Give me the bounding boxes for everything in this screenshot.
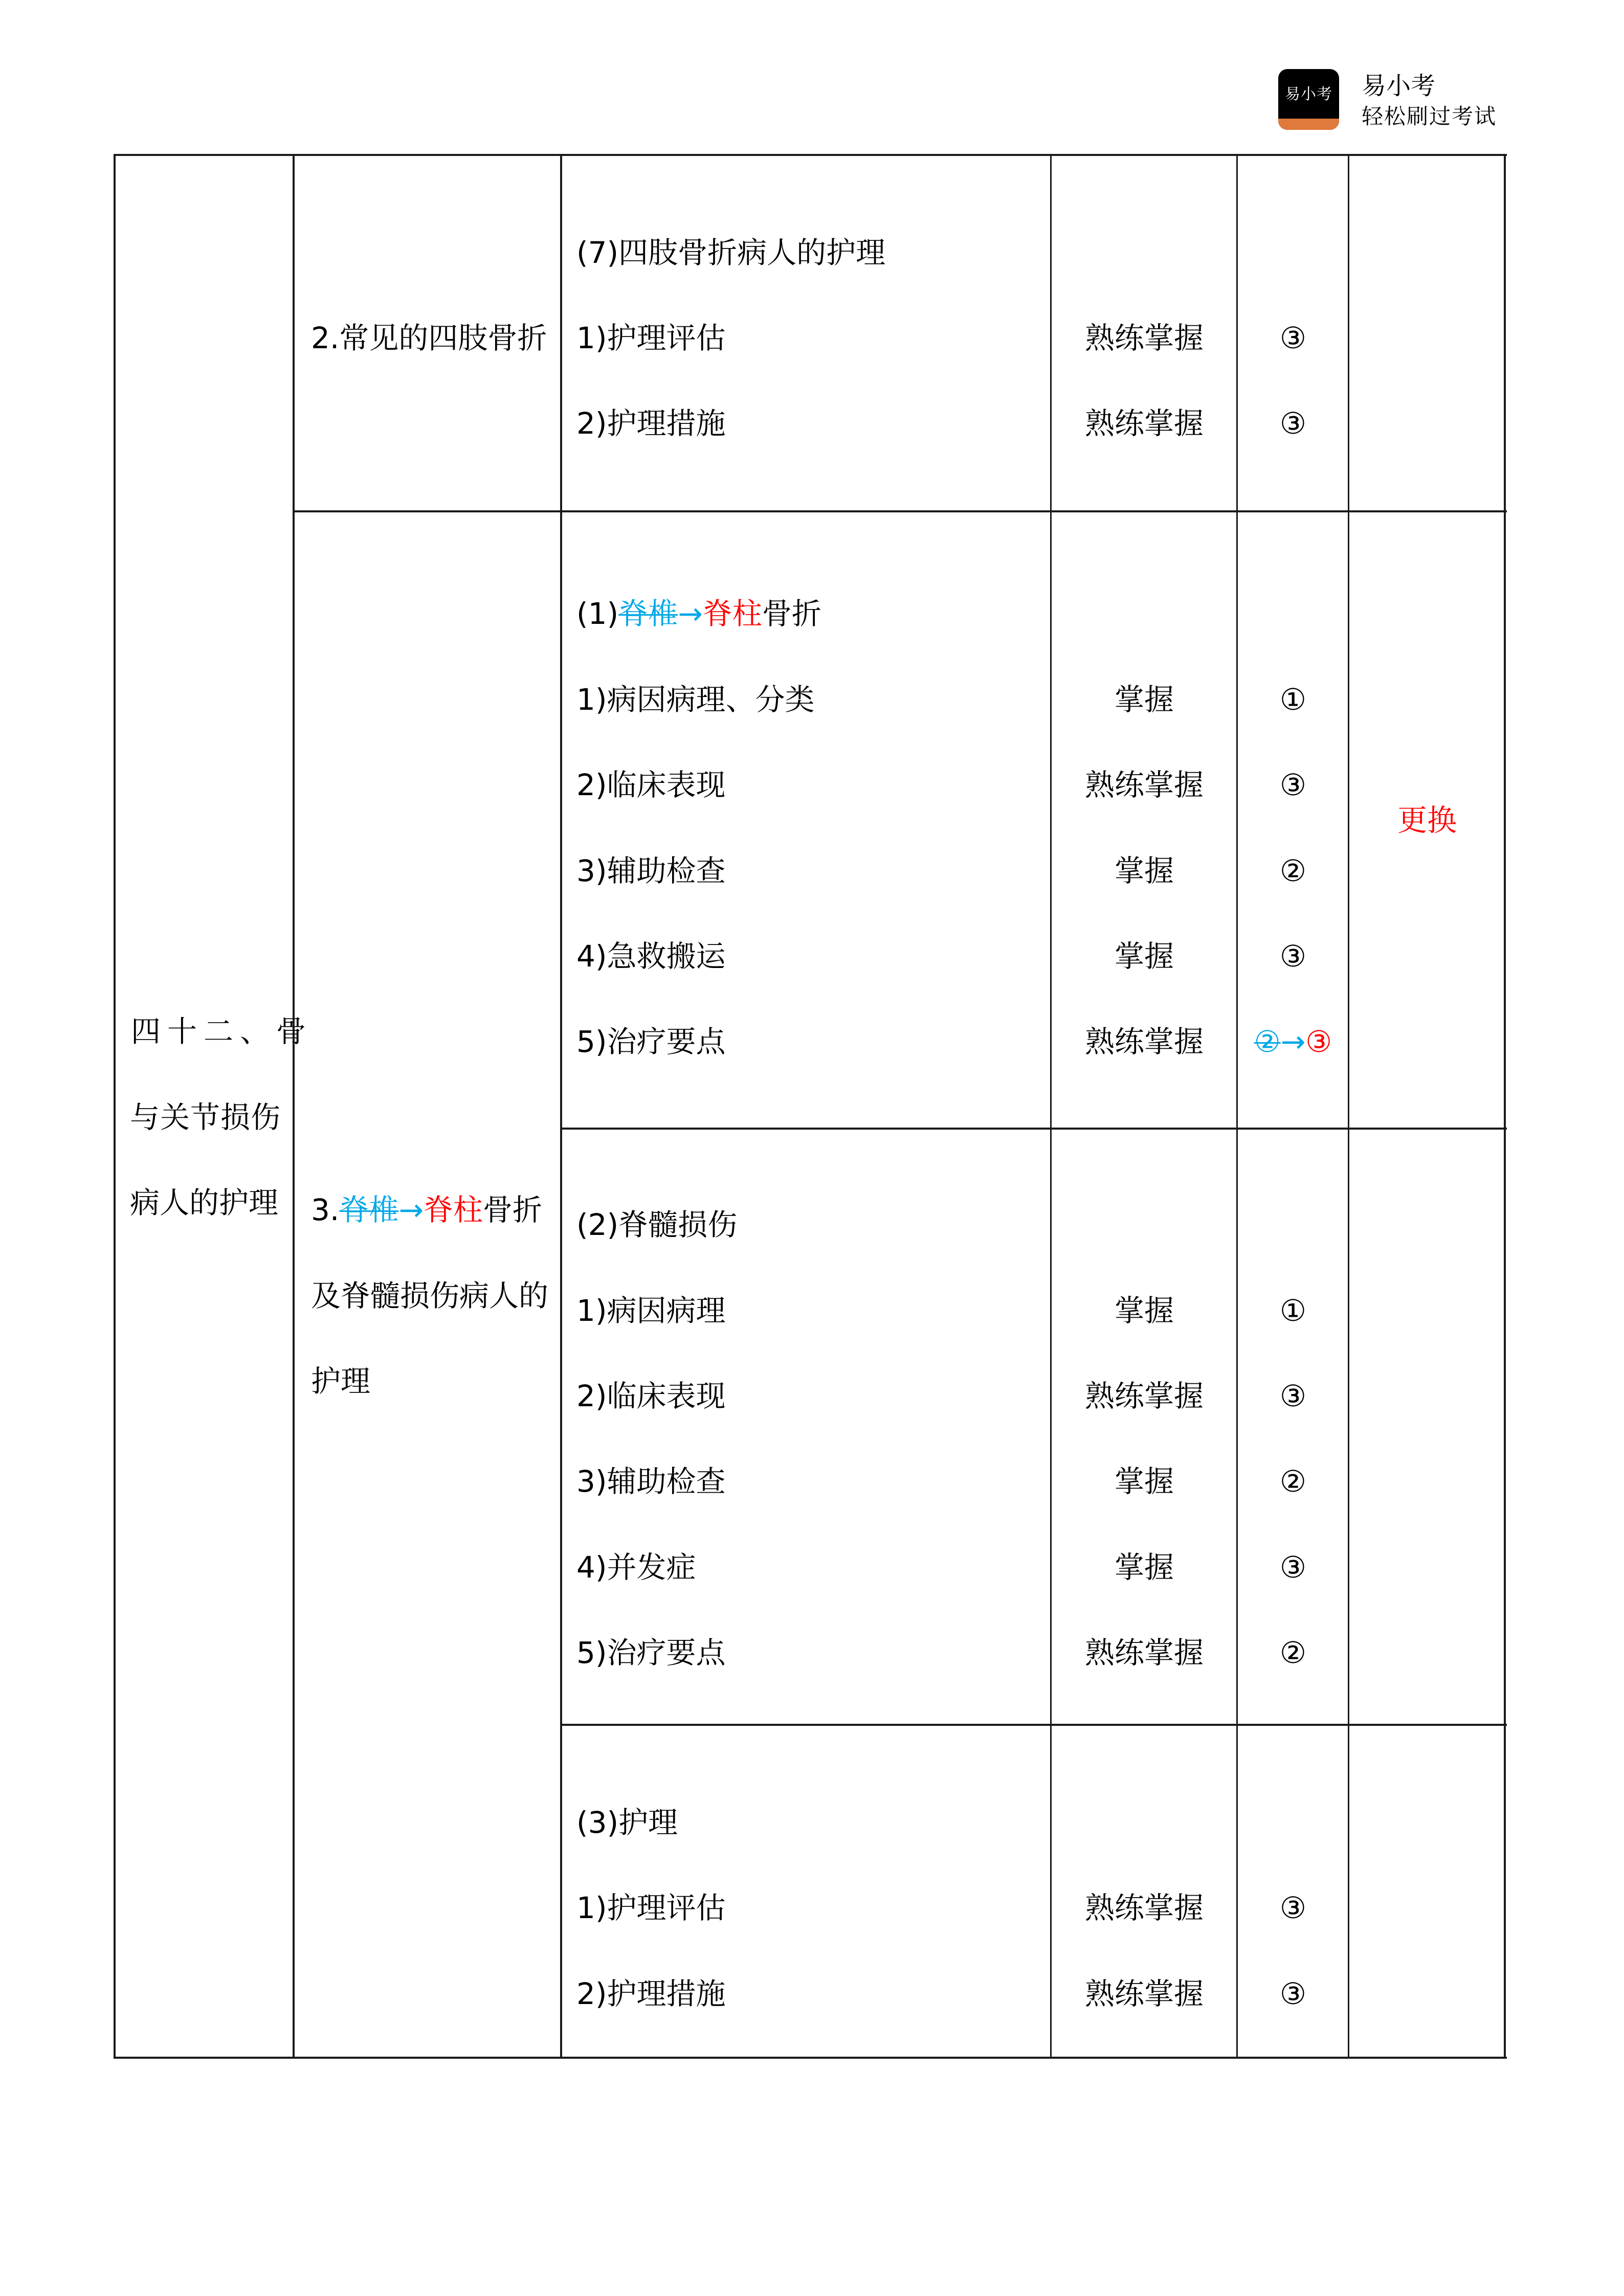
item-requirement: 掌握 <box>1114 1550 1174 1585</box>
item-label: 5)治疗要点 <box>576 1635 726 1670</box>
item-level: ② <box>1280 1635 1306 1670</box>
item-label: 1)病因病理、分类 <box>576 682 815 717</box>
table-row-divider <box>294 510 1507 512</box>
table-col-divider <box>560 154 562 2059</box>
item-requirement: 熟练掌握 <box>1084 1024 1204 1059</box>
table-border-bottom <box>115 2057 1507 2059</box>
table-col-divider <box>293 154 295 2059</box>
heading-suffix: 骨折 <box>762 596 821 631</box>
item-level-changed <box>1238 1024 1348 1060</box>
unit-suffix: 骨折 <box>482 1192 542 1227</box>
table-border-right <box>1504 154 1506 2059</box>
item-label: 1)病因病理 <box>576 1293 726 1328</box>
item-level: ③ <box>1280 939 1306 974</box>
arrow-icon: → <box>678 596 703 631</box>
section-heading: (3)护理 <box>576 1805 678 1840</box>
chapter-title-line: 病人的护理 <box>130 1185 279 1220</box>
app-logo <box>1278 69 1339 130</box>
unit-title-line <box>311 1192 542 1228</box>
brand-title: 易小考 <box>1362 72 1436 100</box>
item-label: 5)治疗要点 <box>576 1024 726 1059</box>
item-label: 3)辅助检查 <box>576 1464 726 1499</box>
item-level: ② <box>1280 853 1306 888</box>
item-label: 4)并发症 <box>576 1550 696 1585</box>
brand-slogan: 轻松刷过考试 <box>1362 104 1497 129</box>
heading-prefix: (1) <box>576 596 619 631</box>
item-level: ① <box>1280 682 1306 717</box>
table-row-divider <box>561 1128 1507 1130</box>
logo-orange-band <box>1278 119 1339 130</box>
item-requirement: 熟练掌握 <box>1084 1379 1204 1413</box>
new-term: 脊柱 <box>702 596 762 631</box>
logo-text: 易小考 <box>1285 85 1332 103</box>
item-label: 2)护理措施 <box>576 1976 726 2011</box>
chapter-title-text: 四十二、骨 <box>131 1014 313 1049</box>
item-label: 2)护理措施 <box>576 406 726 441</box>
change-note: 更换 <box>1397 803 1457 838</box>
item-label: 4)急救搬运 <box>576 939 726 974</box>
item-level: ③ <box>1280 768 1306 802</box>
new-term: 脊柱 <box>423 1192 483 1227</box>
table-row-divider <box>561 1724 1507 1726</box>
item-requirement: 掌握 <box>1114 682 1174 717</box>
arrow-icon: → <box>1280 1024 1306 1059</box>
old-term: 脊椎 <box>339 1192 399 1227</box>
item-label: 3)辅助检查 <box>576 853 726 888</box>
item-label: 1)护理评估 <box>576 1890 726 1925</box>
section-heading: (2)脊髓损伤 <box>576 1207 738 1242</box>
unit-title-line: 及脊髓损伤病人的 <box>311 1278 549 1313</box>
old-term: 脊椎 <box>618 596 678 631</box>
item-requirement: 熟练掌握 <box>1084 1890 1204 1925</box>
item-level: ③ <box>1280 1379 1306 1413</box>
section-heading <box>576 596 821 632</box>
unit-prefix: 3. <box>311 1192 340 1227</box>
item-level: ① <box>1280 1293 1306 1328</box>
table-border-top <box>115 154 1507 156</box>
table-border-left <box>114 154 116 2059</box>
item-requirement: 掌握 <box>1114 939 1174 974</box>
item-requirement: 熟练掌握 <box>1084 768 1204 802</box>
item-level: ③ <box>1280 1976 1306 2011</box>
unit-title: 2.常见的四肢骨折 <box>311 321 547 355</box>
arrow-icon: → <box>398 1192 424 1227</box>
item-level: ③ <box>1280 321 1306 355</box>
item-requirement: 掌握 <box>1114 1464 1174 1499</box>
new-level: ③ <box>1305 1024 1332 1059</box>
item-level: ③ <box>1280 1550 1306 1585</box>
old-level: ② <box>1254 1024 1281 1059</box>
chapter-title-line <box>131 1014 313 1049</box>
item-label: 2)临床表现 <box>576 768 726 802</box>
chapter-title-line: 与关节损伤 <box>130 1100 281 1135</box>
item-requirement: 熟练掌握 <box>1084 1976 1204 2011</box>
item-requirement: 掌握 <box>1114 853 1174 888</box>
item-requirement: 熟练掌握 <box>1084 406 1204 441</box>
item-requirement: 熟练掌握 <box>1084 1635 1204 1670</box>
item-requirement: 掌握 <box>1114 1293 1174 1328</box>
item-label: 2)临床表现 <box>576 1379 726 1413</box>
item-level: ② <box>1280 1464 1306 1499</box>
section-heading: (7)四肢骨折病人的护理 <box>576 235 886 270</box>
item-level: ③ <box>1280 406 1306 441</box>
unit-title-line: 护理 <box>311 1364 371 1399</box>
item-label: 1)护理评估 <box>576 321 726 355</box>
item-level: ③ <box>1280 1890 1306 1925</box>
item-requirement: 熟练掌握 <box>1084 321 1204 355</box>
